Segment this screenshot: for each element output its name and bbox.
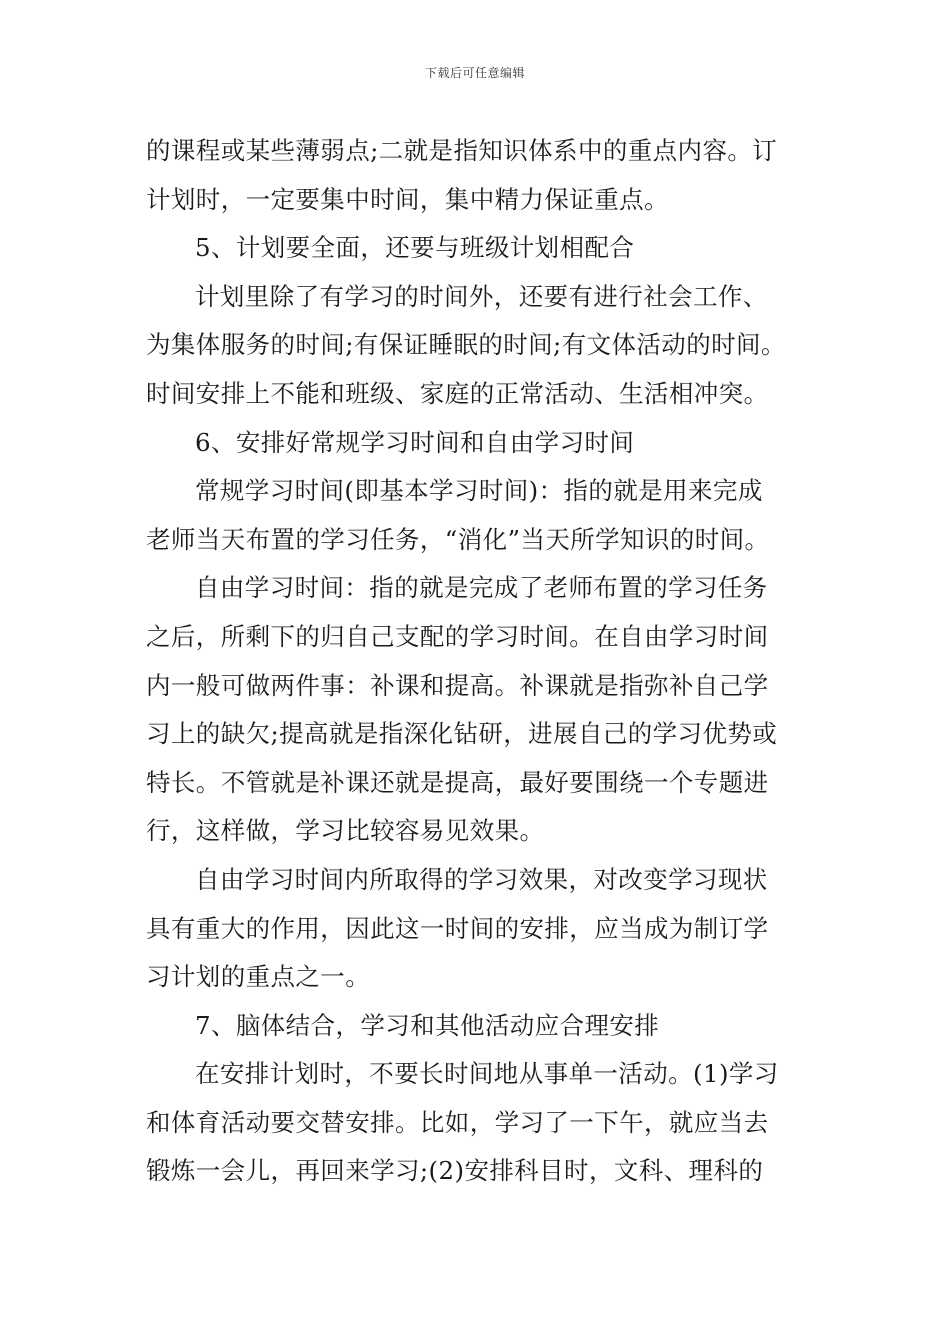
text-line: 老师当天布置的学习任务，“消化”当天所学知识的时间。	[146, 524, 770, 554]
page-header: 下载后可任意编辑	[424, 66, 525, 80]
text-line: 为集体服务的时间;有保证睡眠的时间;有文体活动的时间。	[146, 330, 786, 360]
section-heading: 5、计划要全面，还要与班级计划相配合	[195, 233, 635, 263]
text-line: 自由学习时间：指的就是完成了老师布置的学习任务	[195, 573, 768, 603]
text-line: 特长。不管就是补课还就是提高，最好要围绕一个专题进	[146, 767, 769, 797]
text-line: 自由学习时间内所取得的学习效果，对改变学习现状	[195, 864, 768, 894]
text-line: 习计划的重点之一。	[146, 962, 371, 992]
section-heading: 7、脑体结合，学习和其他活动应合理安排	[195, 1010, 660, 1040]
text-line: 常规学习时间(即基本学习时间)：指的就是用来完成	[195, 476, 763, 506]
text-line: 行，这样做，学习比较容易见效果。	[146, 816, 545, 846]
text-line: 计划里除了有学习的时间外，还要有进行社会工作、	[195, 281, 768, 311]
text-line: 计划时，一定要集中时间，集中精力保证重点。	[146, 184, 669, 214]
text-line: 和体育活动要交替安排。比如，学习了一下午，就应当去	[146, 1107, 769, 1137]
text-line: 之后，所剩下的归自己支配的学习时间。在自由学习时间	[146, 621, 769, 651]
text-line: 具有重大的作用，因此这一时间的安排，应当成为制订学	[146, 913, 769, 943]
text-line: 在安排计划时，不要长时间地从事单一活动。(1)学习	[195, 1059, 779, 1089]
text-line: 的课程或某些薄弱点;二就是指知识体系中的重点内容。订	[146, 136, 778, 165]
text-line: 时间安排上不能和班级、家庭的正常活动、生活相冲突。	[146, 378, 769, 408]
text-line: 锻炼一会儿，再回来学习;(2)安排科目时，文科、理科的	[146, 1156, 764, 1186]
document-body	[146, 127, 811, 1196]
text-line: 习上的缺欠;提高就是指深化钻研，进展自己的学习优势或	[146, 719, 778, 749]
text-line: 内一般可做两件事：补课和提高。补课就是指弥补自己学	[146, 670, 769, 700]
section-heading: 6、安排好常规学习时间和自由学习时间	[195, 427, 635, 457]
